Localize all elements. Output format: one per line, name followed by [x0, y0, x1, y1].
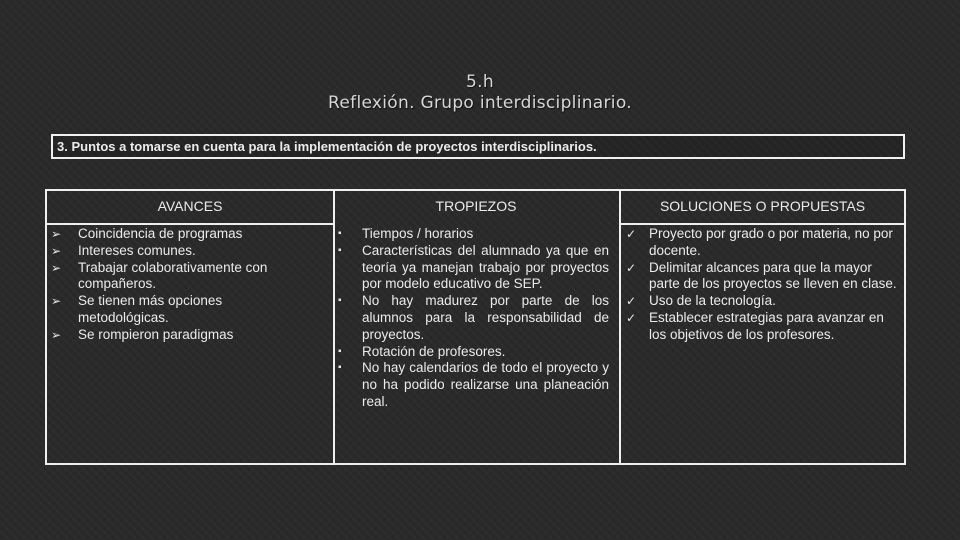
square-bullet-icon: ▪ — [338, 362, 342, 374]
soluciones-list — [621, 226, 899, 344]
tropiezos-item-text: Tiempos / horarios — [362, 226, 474, 241]
soluciones-item-text: Delimitar alcances para que la mayor parte de los proyectos se lleven en clase. — [649, 259, 897, 292]
soluciones-item — [621, 310, 899, 344]
avances-item — [47, 327, 295, 344]
section-banner: 3. Puntos a tomarse en cuenta para la implementación de proyectos interdisciplinarios. — [51, 134, 905, 159]
header-soluciones: SOLUCIONES O PROPUESTAS — [659, 198, 866, 214]
slide-title-block — [0, 72, 960, 114]
avances-item — [47, 243, 295, 260]
avances-item — [47, 226, 295, 243]
arrow-bullet-icon: ➢ — [51, 260, 62, 275]
slide-title: Reflexión. Grupo interdisciplinario. — [328, 93, 632, 113]
avances-item-text: Coincidencia de programas — [78, 226, 243, 241]
checkmark-icon: ✓ — [626, 294, 637, 309]
arrow-bullet-icon: ➢ — [51, 227, 62, 241]
avances-item-text: Se rompieron paradigmas — [78, 326, 234, 342]
square-bullet-icon: ▪ — [338, 345, 342, 357]
soluciones-item-text: Establecer estrategias para avanzar en los objetivos de los profesores. — [649, 309, 884, 342]
tropiezos-item — [333, 226, 609, 243]
tropiezos-item-text: Rotación de profesores. — [362, 343, 506, 359]
slide-number: 5.h — [466, 72, 494, 92]
header-tropiezos: TROPIEZOS — [435, 198, 517, 214]
checkmark-icon: ✓ — [626, 260, 637, 275]
tropiezos-list — [333, 226, 609, 411]
avances-item — [47, 293, 295, 327]
header-divider-3 — [621, 223, 904, 225]
tropiezos-item-text: No hay madurez por parte de los alumnos para la responsabilidad de proyectos. — [362, 293, 609, 342]
tropiezos-item — [333, 344, 609, 361]
header-divider-1 — [47, 223, 333, 225]
tropiezos-item — [333, 243, 609, 293]
arrow-bullet-icon: ➢ — [51, 327, 62, 342]
soluciones-item — [621, 226, 899, 260]
header-avances: AVANCES — [157, 198, 223, 214]
soluciones-item-text: Uso de la tecnología. — [649, 293, 776, 309]
soluciones-item — [621, 293, 899, 310]
arrow-bullet-icon: ➢ — [51, 294, 62, 309]
checkmark-icon: ✓ — [626, 227, 637, 241]
tropiezos-item — [333, 293, 609, 343]
avances-item-text: Se tienen más opciones metodológicas. — [78, 293, 223, 325]
soluciones-item-text: Proyecto por grado o por materia, no por docente. — [649, 226, 893, 258]
avances-item — [47, 260, 295, 294]
avances-list — [47, 226, 295, 344]
avances-item-text: Trabajar colaborativamente con compañeros. — [78, 259, 268, 292]
square-bullet-icon: ▪ — [338, 244, 342, 256]
avances-item-text: Intereses comunes. — [78, 242, 196, 258]
tropiezos-item-text: No hay calendarios de todo el proyecto y no ha podido realizarse una planeación real. — [362, 360, 609, 409]
square-bullet-icon: ▪ — [338, 228, 342, 239]
tropiezos-item-text: Características del alumnado ya que en teoría ya manejan trabajo por proyectos por modelo educativo de SEP. — [362, 242, 609, 292]
soluciones-item — [621, 260, 899, 294]
arrow-bullet-icon: ➢ — [51, 243, 62, 258]
square-bullet-icon: ▪ — [338, 295, 342, 307]
checkmark-icon: ✓ — [626, 310, 637, 325]
tropiezos-item — [333, 360, 609, 410]
